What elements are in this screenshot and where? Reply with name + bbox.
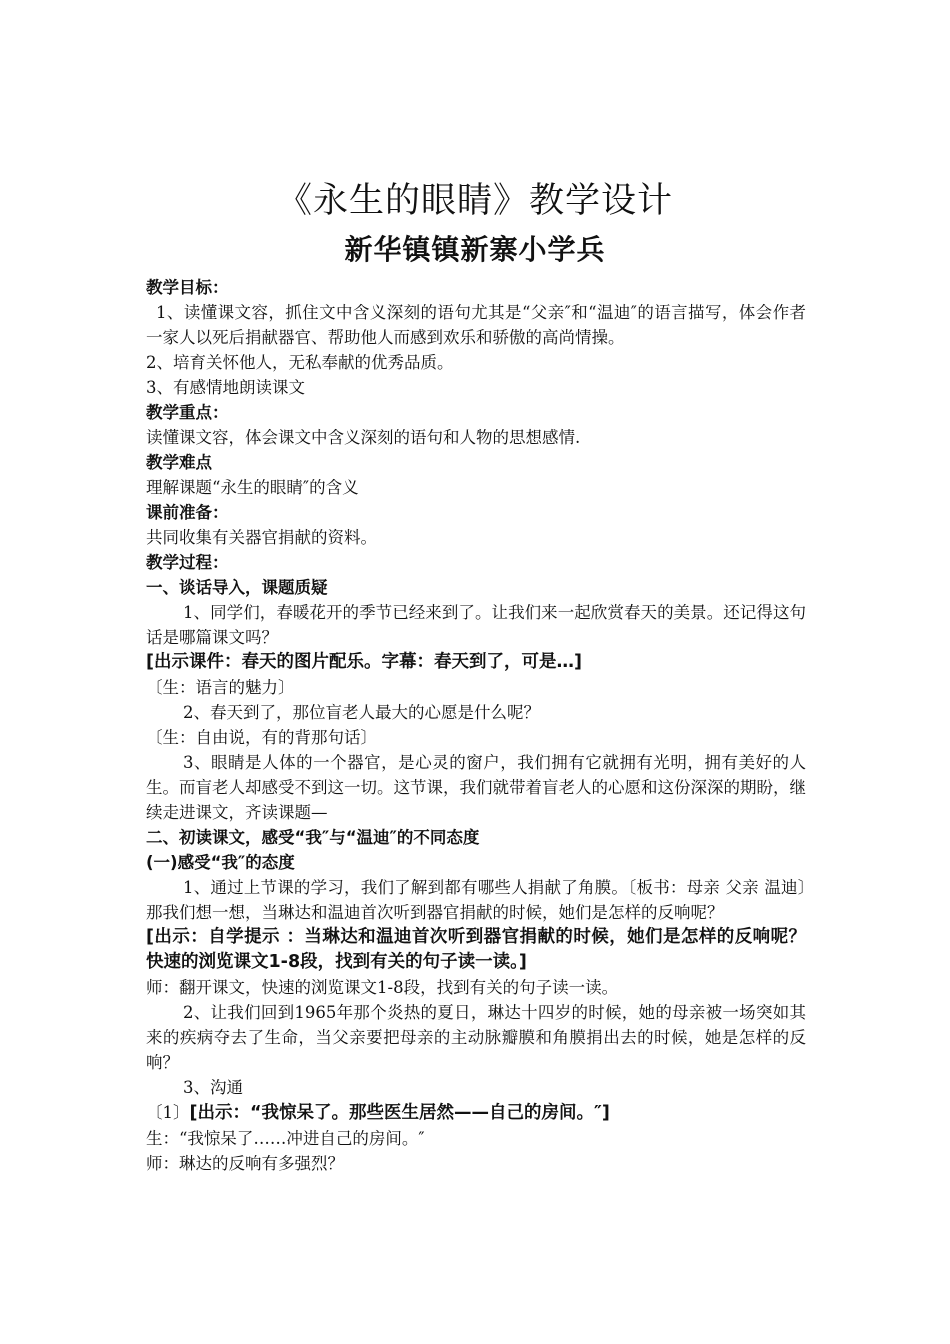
section-heading-process: 教学过程：	[146, 553, 229, 572]
paragraph: 共同收集有关器官捐献的资料。	[146, 528, 377, 547]
paragraph: 2、培育关怀他人，无私奉献的优秀品质。	[146, 353, 454, 372]
document-subtitle: 新华镇镇新寨小学兵	[344, 233, 606, 266]
document-body	[146, 275, 806, 1176]
section-heading-objectives: 教学目标：	[146, 278, 229, 297]
section-heading-preparation: 课前准备：	[146, 503, 229, 522]
paragraph: 3、沟通	[183, 1078, 243, 1097]
student-response: 生：“我惊呆了……冲进自己的房间。″	[146, 1129, 425, 1148]
teacher-line: 师：翻开课文，快速的浏览课文1-8段，找到有关的句子读一读。	[146, 978, 619, 997]
section-heading-key-points: 教学重点：	[146, 403, 229, 422]
paragraph: 理解课题“永生的眼睛″的含义	[146, 478, 359, 497]
paragraph: 3、眼睛是人体的一个器官，是心灵的窗户，我们拥有它就拥有光明，拥有美好的人生。而盲老人却感受不到这一切。这节课，我们就带着盲老人的心愿和这份深深的期盼，继续走进课文，齐读课题—	[146, 753, 806, 822]
paragraph: 读懂课文容，体会课文中含义深刻的语句和人物的思想感情.	[146, 428, 581, 447]
paragraph: 1、通过上节课的学习，我们了解到都有哪些人捐献了角膜。〔板书：母亲 父亲 温迪〕那我们想一想，当琳达和温迪首次听到器官捐献的时候，她们是怎样的反响呢？	[146, 878, 806, 922]
subsection-heading: (一)感受“我″的态度	[146, 853, 295, 872]
quote-prompt-line	[146, 1100, 806, 1126]
document-title: 《永生的眼睛》教学设计	[276, 181, 673, 221]
paragraph: 1、同学们，春暖花开的季节已经来到了。让我们来一起欣赏春天的美景。还记得这句话是哪篇课文吗？	[146, 603, 806, 647]
item-number: 〔1〕	[146, 1103, 190, 1122]
paragraph: 2、春天到了，那位盲老人最大的心愿是什么呢？	[183, 703, 540, 722]
paragraph: 2、让我们回到1965年那个炎热的夏日，琳达十四岁的时候，她的母亲被一场突如其来的疾病夺去了生命，当父亲要把母亲的主动脉瓣膜和角膜捐出去的时候，她是怎样的反响？	[146, 1003, 806, 1072]
section-heading-difficulties: 教学难点	[146, 453, 212, 472]
paragraph: 1、读懂课文容，抓住文中含义深刻的语句尤其是“父亲″和“温迪″的语言描写，体会作者一家人以死后捐献器官、帮助他人而感到欢乐和骄傲的高尚情操。	[146, 303, 806, 347]
quote-prompt: [出示：“我惊呆了。那些医生居然——自己的房间。″]	[189, 1103, 610, 1123]
self-study-prompt: [出示：自学提示 ：当琳达和温迪首次听到器官捐献的时候，她们是怎样的反响呢？快速的浏览课文1-8段，找到有关的句子读一读。]	[146, 927, 806, 972]
student-response: 〔生：语言的魅力〕	[146, 678, 295, 697]
courseware-prompt: [出示课件：春天的图片配乐。字幕：春天到了，可是…]	[146, 652, 582, 672]
subsection-heading: 一、谈话导入，课题质疑	[146, 578, 328, 597]
subsection-heading: 二、初读课文，感受“我″与“温迪″的不同态度	[146, 828, 480, 847]
paragraph: 3、有感情地朗读课文	[146, 378, 305, 397]
teacher-line: 师：琳达的反响有多强烈？	[146, 1154, 344, 1173]
student-response: 〔生：自由说，有的背那句话〕	[146, 728, 377, 747]
